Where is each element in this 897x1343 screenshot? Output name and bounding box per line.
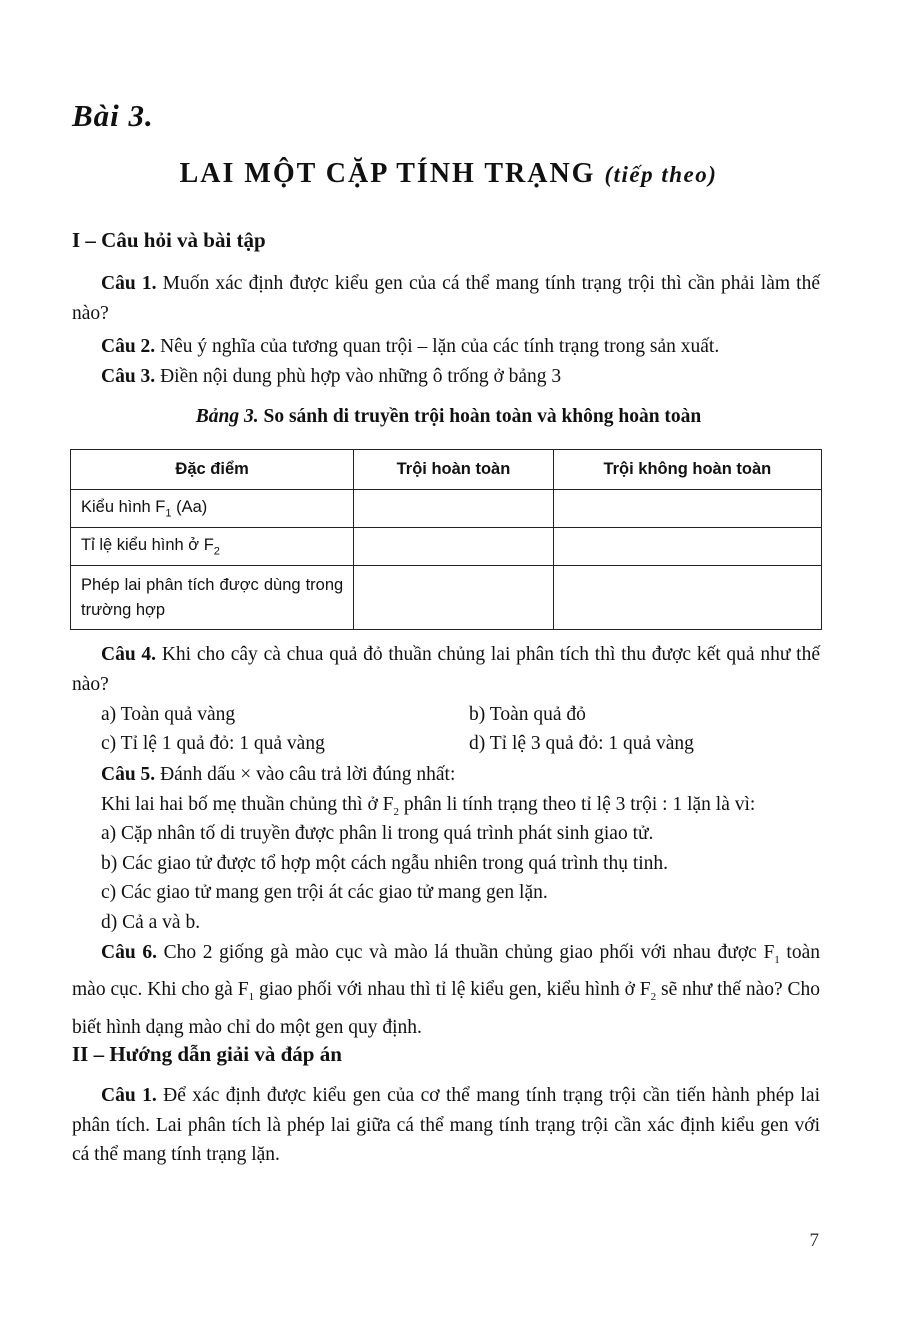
- table-cell-empty: [553, 528, 821, 566]
- comparison-table: [70, 449, 822, 630]
- question-6-text: toàn mào cục. Khi cho gà F: [72, 942, 821, 1001]
- question-4-label: Câu 4.: [101, 644, 157, 665]
- table-header-row: [71, 450, 822, 490]
- table-caption-label: Bảng 3.: [195, 406, 259, 427]
- row-label-suffix: (Aa): [171, 497, 208, 516]
- question-1-label: Câu 1.: [101, 273, 157, 294]
- question-3-label: Câu 3.: [101, 366, 156, 387]
- table-row-label: [71, 528, 354, 566]
- row-label-text: Tỉ lệ kiểu hình ở F: [81, 535, 214, 554]
- question-4-text: Khi cho cây cà chua quả đỏ thuần chủng lai phân tích thì thu được kết quả như thế nào?: [72, 644, 820, 695]
- question-5-option-d: d) Cả a và b.: [101, 912, 201, 933]
- table-row: [71, 566, 822, 630]
- section-heading-answers: II – Hướng dẫn giải và đáp án: [72, 1042, 342, 1066]
- table-row-label: [71, 490, 354, 528]
- section-heading-questions: I – Câu hỏi và bài tập: [72, 228, 266, 252]
- question-4-option-a: a) Toàn quả vàng: [101, 704, 236, 725]
- question-5: [72, 760, 820, 790]
- table-caption-text: So sánh di truyền trội hoàn toàn và không hoàn toàn: [263, 406, 702, 427]
- row-label-subscript: 1: [165, 507, 172, 520]
- question-5-option-c: c) Các giao tử mang gen trội át các giao tử mang gen lặn.: [101, 882, 548, 903]
- table-row: [71, 528, 822, 566]
- answer-1-text: Để xác định được kiểu gen của cơ thể mang tính trạng trội cần tiến hành phép lai phân tích. Lai phân tích là phép lai giữa cá thể mang tính trạng trội cần xác định kiểu gen với cá thể mang tính trạng lặn.: [72, 1085, 821, 1165]
- table-caption: [0, 406, 897, 428]
- table-cell-empty: [354, 528, 553, 566]
- question-5-stem-suffix: phân li tính trạng theo tỉ lệ 3 trội : 1 lặn là vì:: [398, 794, 756, 815]
- question-2-text: Nêu ý nghĩa của tương quan trội – lặn của các tính trạng trong sản xuất.: [160, 336, 720, 357]
- answer-1-label: Câu 1.: [101, 1085, 157, 1106]
- question-4-option-c: c) Tỉ lệ 1 quả đỏ: 1 quả vàng: [101, 733, 325, 754]
- question-5-option-a: a) Cặp nhân tố di truyền được phân li trong quá trình phát sinh giao tử.: [101, 823, 654, 844]
- question-2: [72, 332, 820, 362]
- question-1: [72, 269, 820, 328]
- table-row: [71, 490, 822, 528]
- question-6-subscript: 2: [650, 991, 657, 1004]
- row-label-text: Kiểu hình F: [81, 497, 166, 516]
- answer-1: [72, 1081, 820, 1170]
- question-5-stem-text: Khi lai hai bố mẹ thuần chủng thì ở F: [101, 794, 394, 815]
- page-number: 7: [809, 1230, 819, 1251]
- question-6: [72, 938, 820, 1042]
- question-3: [72, 362, 820, 392]
- table-header-cell: Đặc điểm: [71, 450, 354, 490]
- question-6-text: sẽ như thế nào? Cho biết hình dạng mào chỉ do một gen quy định.: [72, 979, 821, 1038]
- table-cell-empty: [354, 566, 553, 630]
- question-3-text: Điền nội dung phù hợp vào những ô trống ở bảng 3: [160, 366, 562, 387]
- table-header-cell: Trội không hoàn toàn: [553, 450, 821, 490]
- question-4-option-d: d) Tỉ lệ 3 quả đỏ: 1 quả vàng: [469, 733, 694, 754]
- table-cell-empty: [354, 490, 553, 528]
- title-subtitle: (tiếp theo): [604, 162, 718, 187]
- table-row-label: Phép lai phân tích được dùng trong trường hợp: [71, 566, 354, 630]
- question-5-label: Câu 5.: [101, 764, 156, 785]
- question-6-label: Câu 6.: [101, 942, 157, 963]
- question-4-option-b: b) Toàn quả đỏ: [469, 704, 586, 725]
- question-6-text: giao phối với nhau thì tỉ lệ kiểu gen, kiểu hình ở F: [254, 979, 651, 1001]
- question-5-stem-subscript: 2: [393, 805, 399, 818]
- question-5-text: Đánh dấu × vào câu trả lời đúng nhất:: [160, 764, 456, 785]
- table-cell-empty: [553, 490, 821, 528]
- page-title: [0, 158, 897, 190]
- question-6-subscript: 1: [248, 991, 255, 1004]
- table-cell-empty: [553, 566, 821, 630]
- question-4: [72, 640, 820, 699]
- title-main: LAI MỘT CẶP TÍNH TRẠNG: [179, 158, 596, 189]
- table-header-cell: Trội hoàn toàn: [354, 450, 553, 490]
- question-6-subscript: 1: [774, 953, 780, 966]
- row-label-subscript: 2: [213, 545, 220, 558]
- question-5-option-b: b) Các giao tử được tổ hợp một cách ngẫu nhiên trong quá trình thụ tinh.: [101, 853, 669, 874]
- question-6-text: Cho 2 giống gà mào cục và mào lá thuần chủng giao phối với nhau được F: [163, 942, 775, 963]
- question-1-text: Muốn xác định được kiểu gen của cá thể mang tính trạng trội thì cần phải làm thế nào?: [72, 273, 821, 324]
- question-2-label: Câu 2.: [101, 336, 156, 357]
- lesson-number: Bài 3.: [72, 98, 154, 133]
